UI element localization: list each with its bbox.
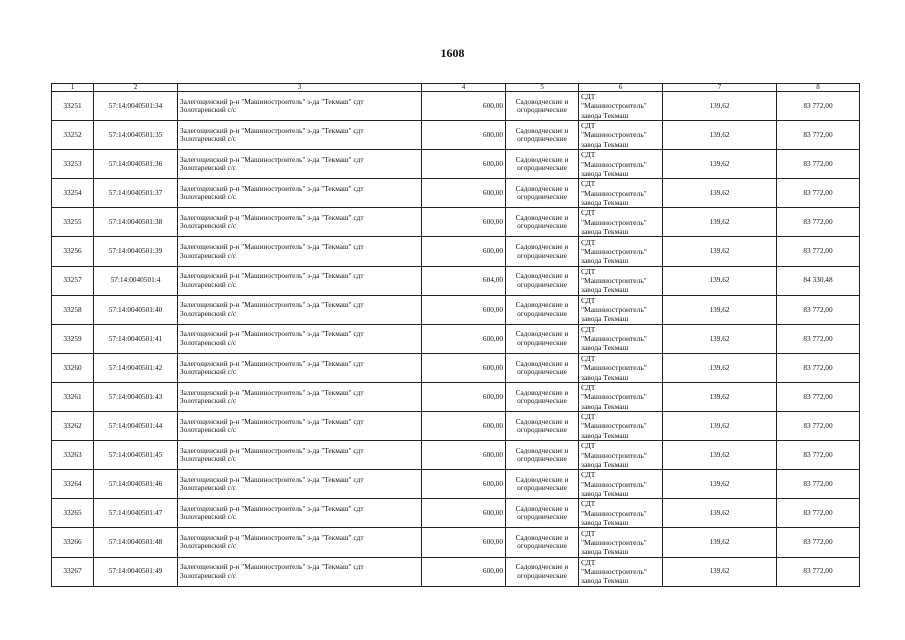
organization-cell [579,528,663,557]
organization-line: завода Текмаш [581,401,629,411]
organization-line: СДТ [581,266,596,276]
specific-cost-value: 139,62 [663,382,777,411]
row-number: 33253 [52,150,94,179]
organization-cell [579,441,663,470]
land-use-line: огороднические [517,425,567,435]
address-line: Залегощенский р-н "Машиностроитель" з-да "Текмаш" сдт [180,533,364,543]
address-cell [178,179,422,208]
cadastral-cost-value: 83 772,00 [777,295,860,324]
cadastral-number: 57:14:0040501:42 [94,353,178,382]
area-value: 604,00 [422,266,506,295]
organization-line: завода Текмаш [581,168,629,178]
organization-line: СДТ [581,557,596,567]
area-value: 600,00 [422,528,506,557]
organization-line: завода Текмаш [581,197,629,207]
table-row [52,412,860,441]
area-value: 600,00 [422,150,506,179]
address-cell [178,412,422,441]
cadastral-cost-value: 83 772,00 [777,382,860,411]
cadastral-cost-value: 83 772,00 [777,412,860,441]
cadastral-cost-value: 83 772,00 [777,324,860,353]
cadastral-cost-value: 83 772,00 [777,499,860,528]
organization-line: завода Текмаш [581,547,629,557]
land-use-cell [506,528,579,557]
row-number: 33260 [52,353,94,382]
land-use-cell [506,179,579,208]
organization-line: "Машиностроитель" [581,537,647,547]
organization-line: завода Текмаш [581,488,629,498]
area-value: 600,00 [422,208,506,237]
cadastral-cost-value: 83 772,00 [777,92,860,121]
address-line: Золотаревский с/с [180,250,237,260]
organization-line: "Машиностроитель" [581,188,647,198]
row-number: 33251 [52,92,94,121]
row-number: 33259 [52,324,94,353]
table-row [52,382,860,411]
land-use-line: Садоводческие и [515,445,569,455]
land-use-line: огороднические [517,337,567,347]
organization-line: завода Текмаш [581,314,629,324]
area-value: 600,00 [422,121,506,150]
address-line: Золотаревский с/с [180,570,237,580]
address-line: Залегощенский р-н "Машиностроитель" з-да "Текмаш" сдт [180,300,364,310]
table-row [52,295,860,324]
table-row [52,324,860,353]
land-use-cell [506,470,579,499]
organization-line: завода Текмаш [581,139,629,149]
specific-cost-value: 139,62 [663,121,777,150]
organization-line: "Машиностроитель" [581,450,647,460]
row-number: 33255 [52,208,94,237]
area-value: 600,00 [422,441,506,470]
specific-cost-value: 139,62 [663,470,777,499]
land-use-line: огороднические [517,279,567,289]
specific-cost-value: 139,62 [663,441,777,470]
organization-line: СДТ [581,412,596,422]
column-header-row [52,84,860,92]
column-header: 6 [579,84,663,92]
address-cell [178,382,422,411]
area-value: 600,00 [422,353,506,382]
cadastral-cost-value: 83 772,00 [777,441,860,470]
address-line: Залегощенский р-н "Машиностроитель" з-да "Текмаш" сдт [180,503,364,513]
area-value: 600,00 [422,324,506,353]
table-row [52,150,860,179]
address-cell [178,92,422,121]
land-use-line: Садоводческие и [515,183,569,193]
organization-line: "Машиностроитель" [581,159,647,169]
address-line: Залегощенский р-н "Машиностроитель" з-да "Текмаш" сдт [180,96,364,106]
cadastral-number: 57:14:0040501:48 [94,528,178,557]
cadastral-cost-value: 83 772,00 [777,237,860,266]
specific-cost-value: 139,62 [663,499,777,528]
land-use-line: Садоводческие и [515,300,569,310]
organization-line: завода Текмаш [581,227,629,237]
land-use-line: огороднические [517,395,567,405]
land-use-line: Садоводческие и [515,533,569,543]
table-body [52,92,860,587]
area-value: 600,00 [422,237,506,266]
address-line: Залегощенский р-н "Машиностроитель" з-да "Текмаш" сдт [180,242,364,252]
land-use-cell [506,382,579,411]
table-row [52,179,860,208]
land-use-cell [506,208,579,237]
cadastral-number: 57:14:0040501:43 [94,382,178,411]
organization-line: "Машиностроитель" [581,334,647,344]
address-line: Залегощенский р-н "Машиностроитель" з-да "Текмаш" сдт [180,445,364,455]
address-cell [178,266,422,295]
land-use-line: огороднические [517,512,567,522]
address-line: Залегощенский р-н "Машиностроитель" з-да "Текмаш" сдт [180,154,364,164]
specific-cost-value: 139,62 [663,208,777,237]
land-use-line: Садоводческие и [515,213,569,223]
land-use-line: Садоводческие и [515,474,569,484]
land-use-cell [506,441,579,470]
land-use-line: Садоводческие и [515,387,569,397]
table-row [52,528,860,557]
row-number: 33262 [52,412,94,441]
address-line: Золотаревский с/с [180,483,237,493]
organization-cell [579,353,663,382]
organization-line: "Машиностроитель" [581,508,647,518]
land-use-line: огороднические [517,570,567,580]
table-row [52,92,860,121]
land-use-line: Садоводческие и [515,562,569,572]
address-cell [178,324,422,353]
cadastral-cost-value: 83 772,00 [777,528,860,557]
cadastral-cost-value: 84 330,48 [777,266,860,295]
cadastral-number: 57:14:0040501:46 [94,470,178,499]
organization-line: СДТ [581,150,596,160]
land-use-line: огороднические [517,250,567,260]
address-line: Золотаревский с/с [180,134,237,144]
land-use-cell [506,121,579,150]
address-cell [178,528,422,557]
organization-line: СДТ [581,295,596,305]
row-number: 33258 [52,295,94,324]
land-use-line: огороднические [517,366,567,376]
organization-cell [579,557,663,586]
land-use-line: Садоводческие и [515,329,569,339]
address-cell [178,441,422,470]
land-use-cell [506,266,579,295]
organization-line: СДТ [581,121,596,131]
organization-cell [579,150,663,179]
column-header: 3 [178,84,422,92]
organization-line: завода Текмаш [581,110,629,120]
organization-line: СДТ [581,179,596,189]
organization-line: СДТ [581,383,596,393]
land-use-line: Садоводческие и [515,503,569,513]
land-use-line: огороднические [517,221,567,231]
row-number: 33265 [52,499,94,528]
land-use-line: Садоводческие и [515,125,569,135]
address-line: Залегощенский р-н "Машиностроитель" з-да "Текмаш" сдт [180,125,364,135]
cadastral-cost-value: 83 772,00 [777,150,860,179]
organization-line: "Машиностроитель" [581,130,647,140]
column-header: 7 [663,84,777,92]
row-number: 33252 [52,121,94,150]
area-value: 600,00 [422,557,506,586]
land-use-line: огороднические [517,163,567,173]
row-number: 33264 [52,470,94,499]
address-line: Залегощенский р-н "Машиностроитель" з-да "Текмаш" сдт [180,387,364,397]
land-use-line: огороднические [517,192,567,202]
cadastral-cost-value: 83 772,00 [777,470,860,499]
land-use-cell [506,324,579,353]
specific-cost-value: 139,62 [663,179,777,208]
land-use-line: Садоводческие и [515,271,569,281]
organization-line: СДТ [581,499,596,509]
land-use-line: огороднические [517,308,567,318]
row-number: 33266 [52,528,94,557]
address-cell [178,150,422,179]
specific-cost-value: 139,62 [663,528,777,557]
organization-cell [579,208,663,237]
organization-line: "Машиностроитель" [581,479,647,489]
organization-line: СДТ [581,324,596,334]
organization-line: СДТ [581,441,596,451]
address-line: Залегощенский р-н "Машиностроитель" з-да "Текмаш" сдт [180,329,364,339]
row-number: 33267 [52,557,94,586]
column-header: 2 [94,84,178,92]
area-value: 600,00 [422,295,506,324]
organization-line: завода Текмаш [581,285,629,295]
address-line: Залегощенский р-н "Машиностроитель" з-да "Текмаш" сдт [180,213,364,223]
area-value: 600,00 [422,412,506,441]
address-line: Золотаревский с/с [180,541,237,551]
organization-cell [579,121,663,150]
column-header: 5 [506,84,579,92]
organization-cell [579,237,663,266]
address-cell [178,237,422,266]
cadastral-number: 57:14:0040501:36 [94,150,178,179]
organization-line: завода Текмаш [581,372,629,382]
column-header: 1 [52,84,94,92]
cadastral-number: 57:14:0040501:39 [94,237,178,266]
organization-line: "Машиностроитель" [581,305,647,315]
table-row [52,266,860,295]
column-header: 4 [422,84,506,92]
address-line: Золотаревский с/с [180,308,237,318]
area-value: 600,00 [422,179,506,208]
specific-cost-value: 139,62 [663,150,777,179]
specific-cost-value: 139,62 [663,412,777,441]
land-use-cell [506,353,579,382]
organization-line: завода Текмаш [581,256,629,266]
organization-line: СДТ [581,353,596,363]
address-line: Залегощенский р-н "Машиностроитель" з-да "Текмаш" сдт [180,183,364,193]
address-cell [178,557,422,586]
area-value: 600,00 [422,470,506,499]
address-line: Залегощенский р-н "Машиностроитель" з-да "Текмаш" сдт [180,416,364,426]
address-line: Золотаревский с/с [180,163,237,173]
organization-cell [579,179,663,208]
cadastral-number: 57:14:0040501:49 [94,557,178,586]
address-line: Золотаревский с/с [180,337,237,347]
address-line: Золотаревский с/с [180,366,237,376]
table-row [52,353,860,382]
organization-cell [579,266,663,295]
cadastral-number: 57:14:0040501:44 [94,412,178,441]
cadastral-cost-value: 83 772,00 [777,179,860,208]
specific-cost-value: 139,62 [663,353,777,382]
address-cell [178,499,422,528]
organization-line: завода Текмаш [581,518,629,527]
row-number: 33261 [52,382,94,411]
table-row [52,557,860,586]
cadastral-number: 57:14:0040501:38 [94,208,178,237]
land-use-cell [506,295,579,324]
organization-line: завода Текмаш [581,430,629,440]
address-line: Золотаревский с/с [180,105,237,115]
organization-line: СДТ [581,237,596,247]
specific-cost-value: 139,62 [663,266,777,295]
land-use-line: Садоводческие и [515,242,569,252]
address-line: Золотаревский с/с [180,279,237,289]
cadastral-number: 57:14:0040501:41 [94,324,178,353]
organization-cell [579,324,663,353]
organization-line: "Машиностроитель" [581,363,647,373]
land-use-cell [506,237,579,266]
organization-line: завода Текмаш [581,576,629,586]
cadastral-number: 57:14:0040501:34 [94,92,178,121]
land-use-line: Садоводческие и [515,416,569,426]
table-row [52,237,860,266]
address-cell [178,353,422,382]
cadastral-number: 57:14:0040501:4 [94,266,178,295]
table-row [52,208,860,237]
address-line: Золотаревский с/с [180,454,237,464]
cadastral-number: 57:14:0040501:40 [94,295,178,324]
cadastral-number: 57:14:0040501:35 [94,121,178,150]
cadastral-cost-value: 83 772,00 [777,557,860,586]
organization-cell [579,382,663,411]
land-use-cell [506,412,579,441]
area-value: 600,00 [422,499,506,528]
cadastral-cost-value: 83 772,00 [777,121,860,150]
land-use-cell [506,92,579,121]
land-use-line: Садоводческие и [515,96,569,106]
cadastral-number: 57:14:0040501:45 [94,441,178,470]
land-use-line: огороднические [517,134,567,144]
organization-line: "Машиностроитель" [581,566,647,576]
cadastral-number: 57:14:0040501:47 [94,499,178,528]
page-number: 1608 [440,46,465,60]
address-line: Залегощенский р-н "Машиностроитель" з-да "Текмаш" сдт [180,562,364,572]
organization-cell [579,412,663,441]
address-cell [178,121,422,150]
row-number: 33257 [52,266,94,295]
address-line: Золотаревский с/с [180,221,237,231]
land-use-line: Садоводческие и [515,358,569,368]
organization-cell [579,295,663,324]
address-line: Залегощенский р-н "Машиностроитель" з-да "Текмаш" сдт [180,474,364,484]
address-cell [178,208,422,237]
organization-cell [579,470,663,499]
organization-cell [579,499,663,528]
land-use-cell [506,150,579,179]
address-line: Залегощенский р-н "Машиностроитель" з-да "Текмаш" сдт [180,271,364,281]
address-line: Залегощенский р-н "Машиностроитель" з-да "Текмаш" сдт [180,358,364,368]
land-use-cell [506,499,579,528]
organization-line: "Машиностроитель" [581,101,647,111]
organization-line: "Машиностроитель" [581,246,647,256]
organization-line: завода Текмаш [581,459,629,469]
organization-line: завода Текмаш [581,343,629,353]
table-row [52,499,860,528]
land-register-table [51,83,860,587]
area-value: 600,00 [422,382,506,411]
organization-line: СДТ [581,528,596,538]
organization-line: "Машиностроитель" [581,421,647,431]
cadastral-number: 57:14:0040501:37 [94,179,178,208]
cadastral-cost-value: 83 772,00 [777,208,860,237]
specific-cost-value: 139,62 [663,324,777,353]
specific-cost-value: 139,62 [663,237,777,266]
cadastral-cost-value: 83 772,00 [777,353,860,382]
address-cell [178,295,422,324]
organization-line: СДТ [581,470,596,480]
table-row [52,470,860,499]
specific-cost-value: 139,62 [663,557,777,586]
land-use-cell [506,557,579,586]
address-line: Золотаревский с/с [180,512,237,522]
organization-line: СДТ [581,92,596,102]
area-value: 600,00 [422,92,506,121]
organization-line: "Машиностроитель" [581,217,647,227]
row-number: 33263 [52,441,94,470]
address-line: Золотаревский с/с [180,395,237,405]
organization-cell [579,92,663,121]
table-row [52,121,860,150]
land-use-line: Садоводческие и [515,154,569,164]
land-use-line: огороднические [517,541,567,551]
specific-cost-value: 139,62 [663,295,777,324]
address-line: Золотаревский с/с [180,425,237,435]
specific-cost-value: 139,62 [663,92,777,121]
address-cell [178,470,422,499]
organization-line: "Машиностроитель" [581,275,647,285]
organization-line: "Машиностроитель" [581,392,647,402]
column-header: 8 [777,84,860,92]
land-use-line: огороднические [517,105,567,115]
land-use-line: огороднические [517,483,567,493]
row-number: 33254 [52,179,94,208]
table-row [52,441,860,470]
address-line: Золотаревский с/с [180,192,237,202]
organization-line: СДТ [581,208,596,218]
land-use-line: огороднические [517,454,567,464]
row-number: 33256 [52,237,94,266]
